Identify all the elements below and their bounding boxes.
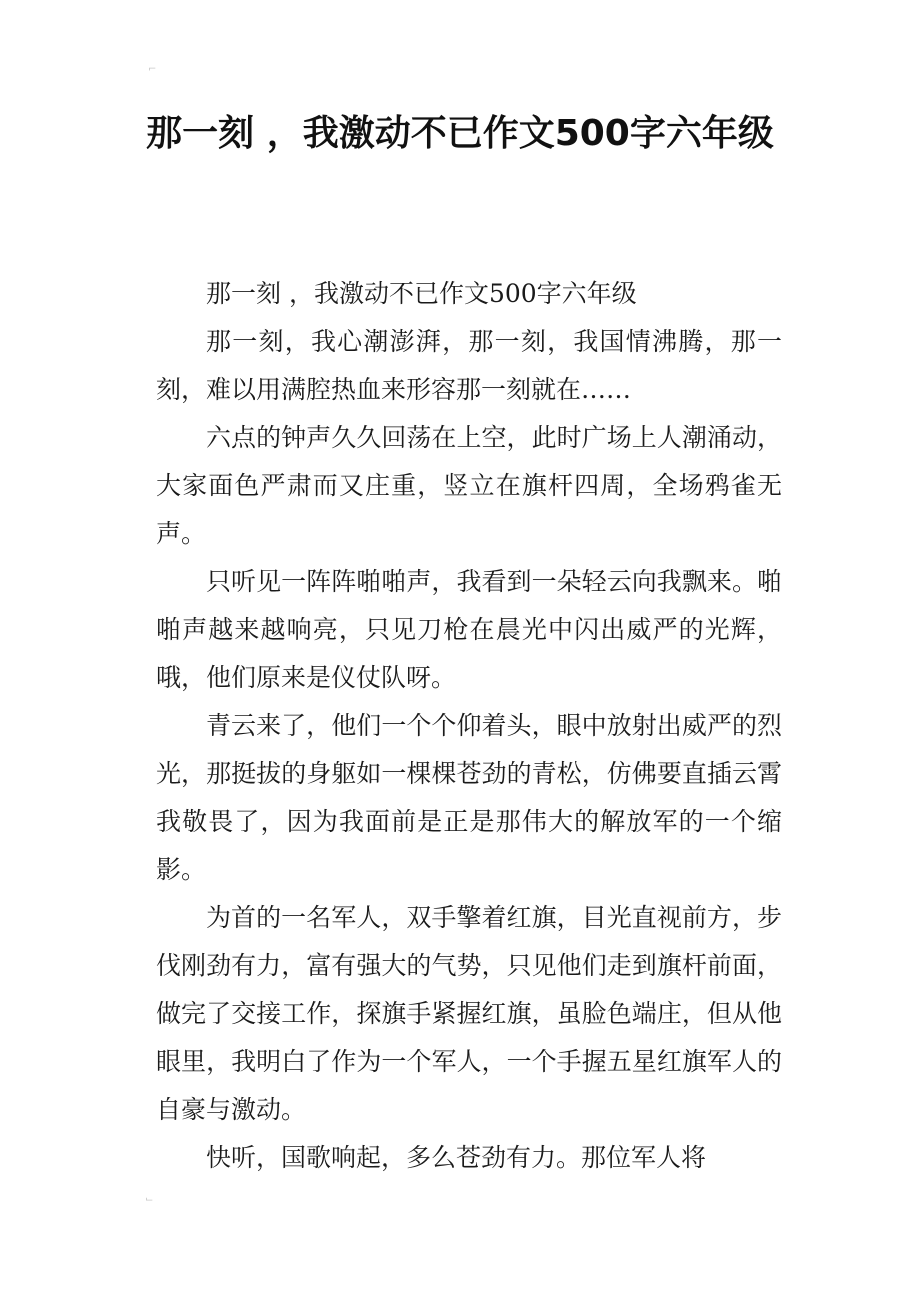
paragraph: 为首的一名军人，双手擎着红旗，目光直视前方，步伐刚劲有力，富有强大的气势，只见他们走到旗杆前面，做完了交接工作，探旗手紧握红旗，虽脸色端庄，但从他眼里，我明白了作为一个军人，一个手握五星红旗军人的自豪与激动。: [156, 903, 782, 1124]
document-body: [156, 270, 782, 1182]
page-corner-mark-icon: ⌙: [145, 1194, 154, 1205]
paragraph: 青云来了，他们一个个仰着头，眼中放射出威严的烈光，那挺拔的身躯如一棵棵苍劲的青松，仿佛要直插云霄我敬畏了，因为我面前是正是那伟大的解放军的一个缩影。: [156, 711, 782, 884]
paragraph: 六点的钟声久久回荡在上空，此时广场上人潮涌动，大家面色严肃而又庄重，竖立在旗杆四周，全场鸦雀无声。: [156, 423, 782, 548]
paragraph-subtitle: 那一刻 ，我激动不已作文500字六年级: [206, 279, 637, 308]
page-corner-mark-icon: ⌐: [148, 64, 157, 75]
paragraph: 只听见一阵阵啪啪声，我看到一朵轻云向我飘来。啪啪声越来越响亮，只见刀枪在晨光中闪出威严的光辉，哦，他们原来是仪仗队呀。: [156, 567, 782, 692]
paragraph: 快听，国歌响起，多么苍劲有力。那位军人将: [206, 1143, 707, 1172]
paragraph: 那一刻，我心潮澎湃，那一刻，我国情沸腾，那一刻，难以用满腔热血来形容那一刻就在……: [156, 327, 782, 404]
document-title: 那一刻 ，我激动不已作文500字六年级: [146, 113, 774, 154]
